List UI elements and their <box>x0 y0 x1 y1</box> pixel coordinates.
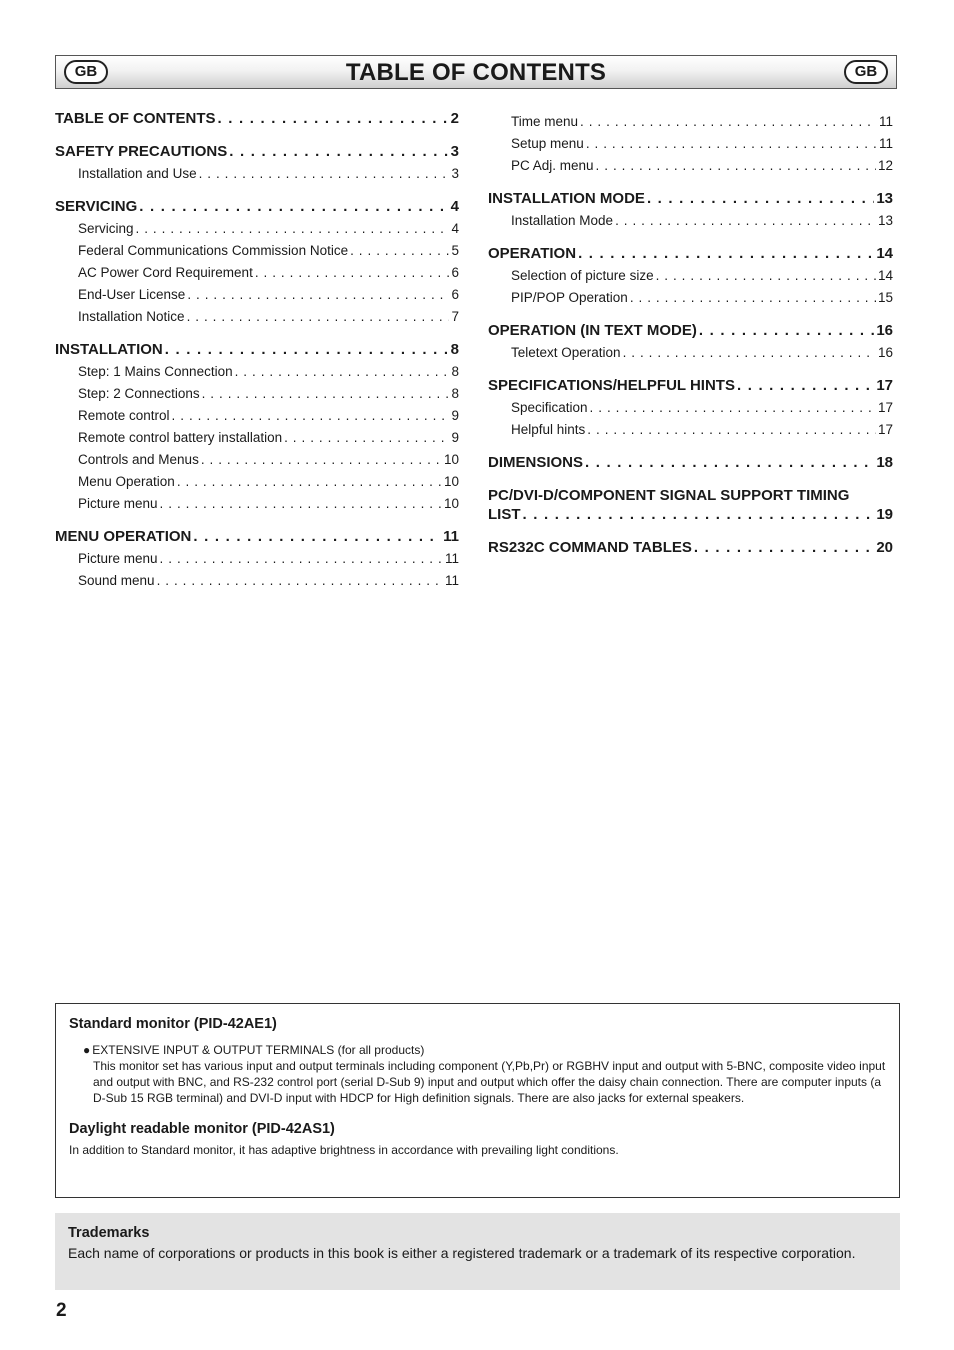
toc-entry-page: 17 <box>876 377 893 394</box>
toc-entry-page: 16 <box>876 322 893 339</box>
toc-leader-dots <box>656 268 876 283</box>
toc-entry-page: 12 <box>877 157 893 173</box>
toc-entry-page: 20 <box>876 539 893 556</box>
toc-entry-label: Setup menu <box>511 135 584 151</box>
toc-entry-page: 14 <box>876 245 893 262</box>
toc-leader-dots <box>590 400 876 415</box>
toc-entry-page: 11 <box>878 113 893 129</box>
toc-entry-page: 11 <box>443 528 459 545</box>
toc-leader-dots <box>136 221 450 236</box>
toc-section-entry[interactable] <box>55 528 459 547</box>
toc-entry-label: Remote control battery installation <box>78 429 283 445</box>
toc-subentry[interactable] <box>55 569 459 591</box>
toc-entry-label: Picture menu <box>78 495 158 511</box>
toc-entry-page: 8 <box>451 385 459 401</box>
toc-leader-dots <box>177 474 442 489</box>
toc-leader-dots <box>737 377 874 394</box>
toc-entry-label: Installation Notice <box>78 308 185 324</box>
toc-entry-label: PC Adj. menu <box>511 157 594 173</box>
toc-entry-page: 4 <box>451 220 459 236</box>
toc-entry-label: Remote control <box>78 407 170 423</box>
toc-entry-label: PC/DVI-D/COMPONENT SIGNAL SUPPORT TIMING <box>488 487 850 504</box>
toc-entry-label: LIST <box>488 506 521 523</box>
toc-entry-page: 5 <box>451 242 459 258</box>
page-title: TABLE OF CONTENTS <box>345 59 607 86</box>
page-number: 2 <box>56 1300 67 1321</box>
toc-section-entry[interactable] <box>55 341 459 360</box>
toc-leader-dots <box>157 573 443 588</box>
toc-entry-label: MENU OPERATION <box>55 528 192 545</box>
toc-entry-label: OPERATION (IN TEXT MODE) <box>488 322 697 339</box>
toc-entry-label: OPERATION <box>488 245 577 262</box>
toc-entry-page: 13 <box>877 212 893 228</box>
toc-entry-label: Federal Communications Commission Notice <box>78 242 349 258</box>
toc-subentry[interactable] <box>55 305 459 327</box>
toc-leader-dots <box>585 454 874 471</box>
toc-entry-label: DIMENSIONS <box>488 454 584 471</box>
toc-leader-dots <box>255 265 450 280</box>
toc-entry[interactable] <box>488 487 893 525</box>
toc-entry-label: INSTALLATION MODE <box>488 190 645 207</box>
toc-entry-page: 11 <box>444 572 459 588</box>
toc-entry-page: 14 <box>877 267 893 283</box>
feature-bullet <box>83 1043 886 1057</box>
toc-entry-page: 3 <box>451 165 459 181</box>
toc-section-entry[interactable] <box>488 454 893 473</box>
toc-leader-dots <box>647 190 874 207</box>
toc-leader-dots <box>160 551 443 566</box>
toc-subentry[interactable] <box>488 110 893 132</box>
toc-entry-label: Specification <box>511 399 588 415</box>
toc-entry-page: 9 <box>451 407 459 423</box>
toc-leader-dots <box>623 345 876 360</box>
trademarks-text: Each name of corporations or products in this book is either a registered trademark or a trademark of its respective corporation. <box>68 1245 856 1261</box>
toc-entry-label: SAFETY PRECAUTIONS <box>55 143 228 160</box>
toc-subentry[interactable] <box>488 286 893 308</box>
toc-entry-label: RS232C COMMAND TABLES <box>488 539 692 556</box>
toc-entry-page: 8 <box>451 363 459 379</box>
toc-entry-label: Time menu <box>511 113 579 129</box>
toc-entry-page: 16 <box>877 344 893 360</box>
toc-entry-label: Menu Operation <box>78 473 175 489</box>
toc-entry-page: 19 <box>876 506 893 523</box>
toc-entry-page: 17 <box>877 399 893 415</box>
toc-leader-dots <box>165 341 449 358</box>
toc-entry-page: 18 <box>876 454 893 471</box>
toc-entry-line <box>488 506 893 525</box>
toc-leader-dots <box>350 243 449 258</box>
toc-entry-label: Controls and Menus <box>78 451 199 467</box>
toc-subentry[interactable] <box>55 470 459 492</box>
toc-entry-page: 13 <box>876 190 893 207</box>
toc-entry-page: 10 <box>443 495 459 511</box>
toc-entry-label: PIP/POP Operation <box>511 289 628 305</box>
toc-entry-label: Helpful hints <box>511 421 586 437</box>
toc-section-entry[interactable] <box>55 143 459 162</box>
bullet-dot-icon: ● <box>83 1043 91 1057</box>
toc-section-entry[interactable] <box>488 322 893 341</box>
toc-leader-dots <box>578 245 874 262</box>
toc-leader-dots <box>139 198 448 215</box>
toc-entry-page: 8 <box>450 341 459 358</box>
toc-entry-label: End-User License <box>78 286 186 302</box>
toc-right-column <box>488 108 893 558</box>
toc-subentry[interactable] <box>488 154 893 176</box>
toc-section-entry[interactable] <box>488 377 893 396</box>
toc-leader-dots <box>201 452 442 467</box>
toc-entry-label: Servicing <box>78 220 134 236</box>
toc-entry-page: 6 <box>451 264 459 280</box>
daylight-monitor-text: In addition to Standard monitor, it has adaptive brightness in accordance with prevailing light conditions. <box>69 1143 619 1157</box>
toc-leader-dots <box>630 290 876 305</box>
toc-entry-label: Step: 2 Connections <box>78 385 200 401</box>
toc-subentry[interactable] <box>55 239 459 261</box>
toc-entry-page: 3 <box>450 143 459 160</box>
toc-entry-label: Teletext Operation <box>511 344 621 360</box>
toc-leader-dots <box>218 110 449 127</box>
toc-left-column <box>55 108 459 591</box>
toc-entry-label: INSTALLATION <box>55 341 163 358</box>
toc-subentry[interactable] <box>488 264 893 286</box>
toc-entry-page: 11 <box>444 550 459 566</box>
toc-entry-page: 10 <box>443 451 459 467</box>
toc-entry-label: SPECIFICATIONS/HELPFUL HINTS <box>488 377 735 394</box>
toc-entry-page: 9 <box>451 429 459 445</box>
toc-leader-dots <box>284 430 449 445</box>
toc-subentry[interactable] <box>55 162 459 184</box>
toc-leader-dots <box>523 506 875 523</box>
toc-leader-dots <box>580 114 877 129</box>
toc-section-entry[interactable] <box>488 245 893 264</box>
toc-subentry[interactable] <box>488 341 893 363</box>
toc-entry-page: 17 <box>877 421 893 437</box>
toc-entry-page: 4 <box>450 198 459 215</box>
toc-entry-page: 11 <box>878 135 893 151</box>
toc-subentry[interactable] <box>55 382 459 404</box>
toc-leader-dots <box>229 143 448 160</box>
toc-entry-page: 15 <box>877 289 893 305</box>
daylight-monitor-heading: Daylight readable monitor (PID-42AS1) <box>69 1121 335 1137</box>
trademarks-heading: Trademarks <box>68 1225 150 1241</box>
standard-monitor-text: This monitor set has various input and output terminals including component (Y,Pb,Pr) or RGBHV input and output with 5-BNC, composite video input and output with BNC, and RS-232 control port (serial D-Sub 9) input and output which offer the daisy chain connection. There are computer inputs (a D-Sub 15 RGB terminal) and DVI-D input with HDCP for High definition signals. There are also jacks for external speakers. <box>93 1059 886 1105</box>
toc-subentry[interactable] <box>55 448 459 470</box>
toc-section-entry[interactable] <box>55 110 459 129</box>
toc-entry-page: 6 <box>451 286 459 302</box>
toc-leader-dots <box>160 496 442 511</box>
toc-section-entry[interactable] <box>55 198 459 217</box>
toc-subentry[interactable] <box>55 283 459 305</box>
toc-section-entry[interactable] <box>488 190 893 209</box>
toc-entry-label: SERVICING <box>55 198 138 215</box>
toc-entry-label: Installation Mode <box>511 212 614 228</box>
toc-leader-dots <box>699 322 874 339</box>
toc-leader-dots <box>596 158 876 173</box>
toc-leader-dots <box>615 213 876 228</box>
toc-subentry[interactable] <box>55 426 459 448</box>
toc-subentry[interactable] <box>488 418 893 440</box>
toc-leader-dots <box>202 386 450 401</box>
toc-subentry[interactable] <box>55 360 459 382</box>
toc-subentry[interactable] <box>488 209 893 231</box>
toc-entry-label: Selection of picture size <box>511 267 654 283</box>
toc-entry-page: 10 <box>443 473 459 489</box>
toc-leader-dots <box>694 539 874 556</box>
toc-entry-label: AC Power Cord Requirement <box>78 264 253 280</box>
feature-bullet-text: EXTENSIVE INPUT & OUTPUT TERMINALS (for all products) <box>92 1043 425 1057</box>
toc-entry-page: 7 <box>451 308 459 324</box>
toc-entry-label: Installation and Use <box>78 165 197 181</box>
toc-entry-label: Sound menu <box>78 572 155 588</box>
trademarks-box <box>55 1213 900 1290</box>
toc-subentry[interactable] <box>55 261 459 283</box>
toc-subentry[interactable] <box>55 547 459 569</box>
toc-leader-dots <box>586 136 877 151</box>
page-header <box>55 55 897 89</box>
toc-leader-dots <box>187 287 449 302</box>
toc-entry-page: 2 <box>450 110 459 127</box>
toc-leader-dots <box>172 408 450 423</box>
gb-badge-right: GB <box>844 60 888 84</box>
toc-subentry[interactable] <box>488 396 893 418</box>
toc-subentry[interactable] <box>55 492 459 514</box>
standard-monitor-heading: Standard monitor (PID-42AE1) <box>69 1016 277 1032</box>
toc-subentry[interactable] <box>55 217 459 239</box>
toc-subentry[interactable] <box>55 404 459 426</box>
toc-leader-dots <box>587 422 876 437</box>
model-info-box <box>55 1003 900 1198</box>
toc-leader-dots <box>187 309 450 324</box>
toc-leader-dots <box>235 364 450 379</box>
toc-subentry[interactable] <box>488 132 893 154</box>
gb-badge-left: GB <box>64 60 108 84</box>
toc-leader-dots <box>199 166 450 181</box>
toc-section-entry[interactable] <box>488 539 893 558</box>
toc-entry-label: TABLE OF CONTENTS <box>55 110 216 127</box>
toc-entry-label: Picture menu <box>78 550 158 566</box>
toc-entry-label: Step: 1 Mains Connection <box>78 363 233 379</box>
toc-leader-dots <box>193 528 441 545</box>
